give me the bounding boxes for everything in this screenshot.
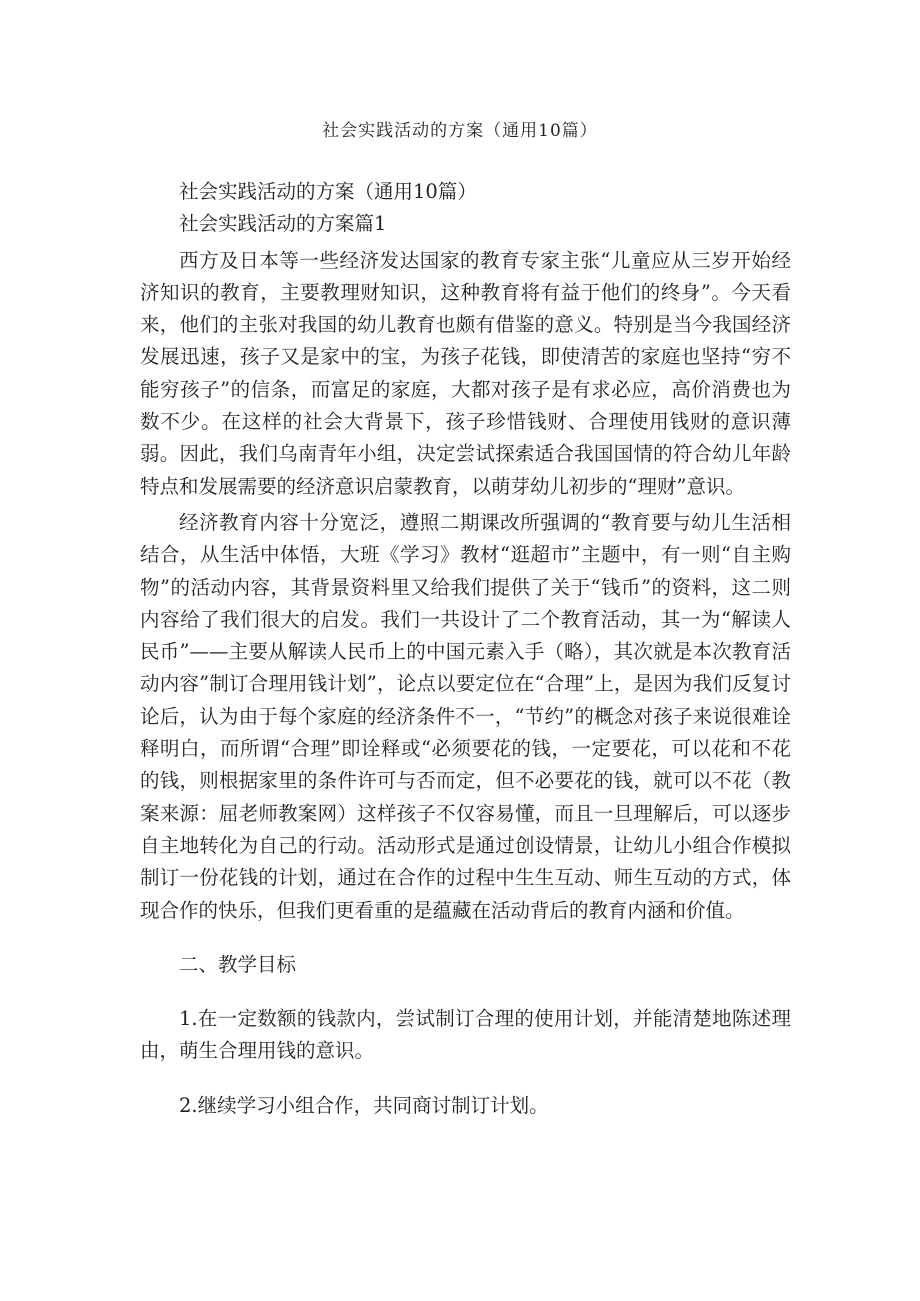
- paragraph-2: 经济教育内容十分宽泛，遵照二期课改所强调的“教育要与幼儿生活相结合，从生活中体悟，大班《学习》教材“逛超市”主题中，有一则“自主购物”的活动内容，其背景资料里又给我们提供了关于“钱币”的资料，这二则内容给了我们很大的启发。我们一共设计了二个教育活动，其一为“解读人民币”——主要从解读人民币上的中国元素入手（略），其次就是本次教育活动内容”制订合理用钱计划”，论点以要定位在“合理”上，是因为我们反复讨论后，认为由于每个家庭的经济条件不一，“节约”的概念对孩子来说很难诠释明白，而所谓“合理”即诠释或“必须要花的钱，一定要花，可以花和不花的钱，则根据家里的条件许可与否而定，但不必要花的钱，就可以不花（教案来源：屈老师教案网）这样孩子不仅容易懂，而且一旦理解后，可以逐步自主地转化为自己的行动。活动形式是通过创设情景，让幼儿小组合作模拟制订一份花钱的计划，通过在合作的过程中生生互动、师生互动的方式，体现合作的快乐，但我们更看重的是蕴藏在活动背后的教育内涵和价值。: [140, 510, 791, 922]
- heading-teaching-goals: 二、教学目标: [179, 952, 297, 976]
- document-title: 社会实践活动的方案（通用10篇）: [322, 121, 598, 141]
- goal-item-2: 2.继续学习小组合作，共同商讨制订计划。: [179, 1093, 549, 1117]
- paragraph-1: 西方及日本等一些经济发达国家的教育专家主张“儿童应从三岁开始经济知识的教育，主要教理财知识，这种教育将有益于他们的终身”。今天看来，他们的主张对我国的幼儿教育也颇有借鉴的意义。特别是当今我国经济发展迅速，孩子又是家中的宝，为孩子花钱，即使清苦的家庭也坚持“穷不能穷孩子”的信条，而富足的家庭，大都对孩子是有求必应，高价消费也为数不少。在这样的社会大背景下，孩子珍惜钱财、合理使用钱财的意识薄弱。因此，我们乌南青年小组，决定尝试探索适合我国国情的符合幼儿年龄特点和发展需要的经济意识启蒙教育，以萌芽幼儿初步的“理财”意识。: [140, 248, 791, 498]
- goal-item-1: 1.在一定数额的钱款内，尝试制订合理的使用计划，并能清楚地陈述理由，萌生合理用钱的意识。: [140, 1007, 791, 1063]
- document-body: [140, 176, 791, 1122]
- section-heading: 社会实践活动的方案篇1: [179, 212, 387, 236]
- document-subtitle: 社会实践活动的方案（通用10篇）: [179, 180, 477, 203]
